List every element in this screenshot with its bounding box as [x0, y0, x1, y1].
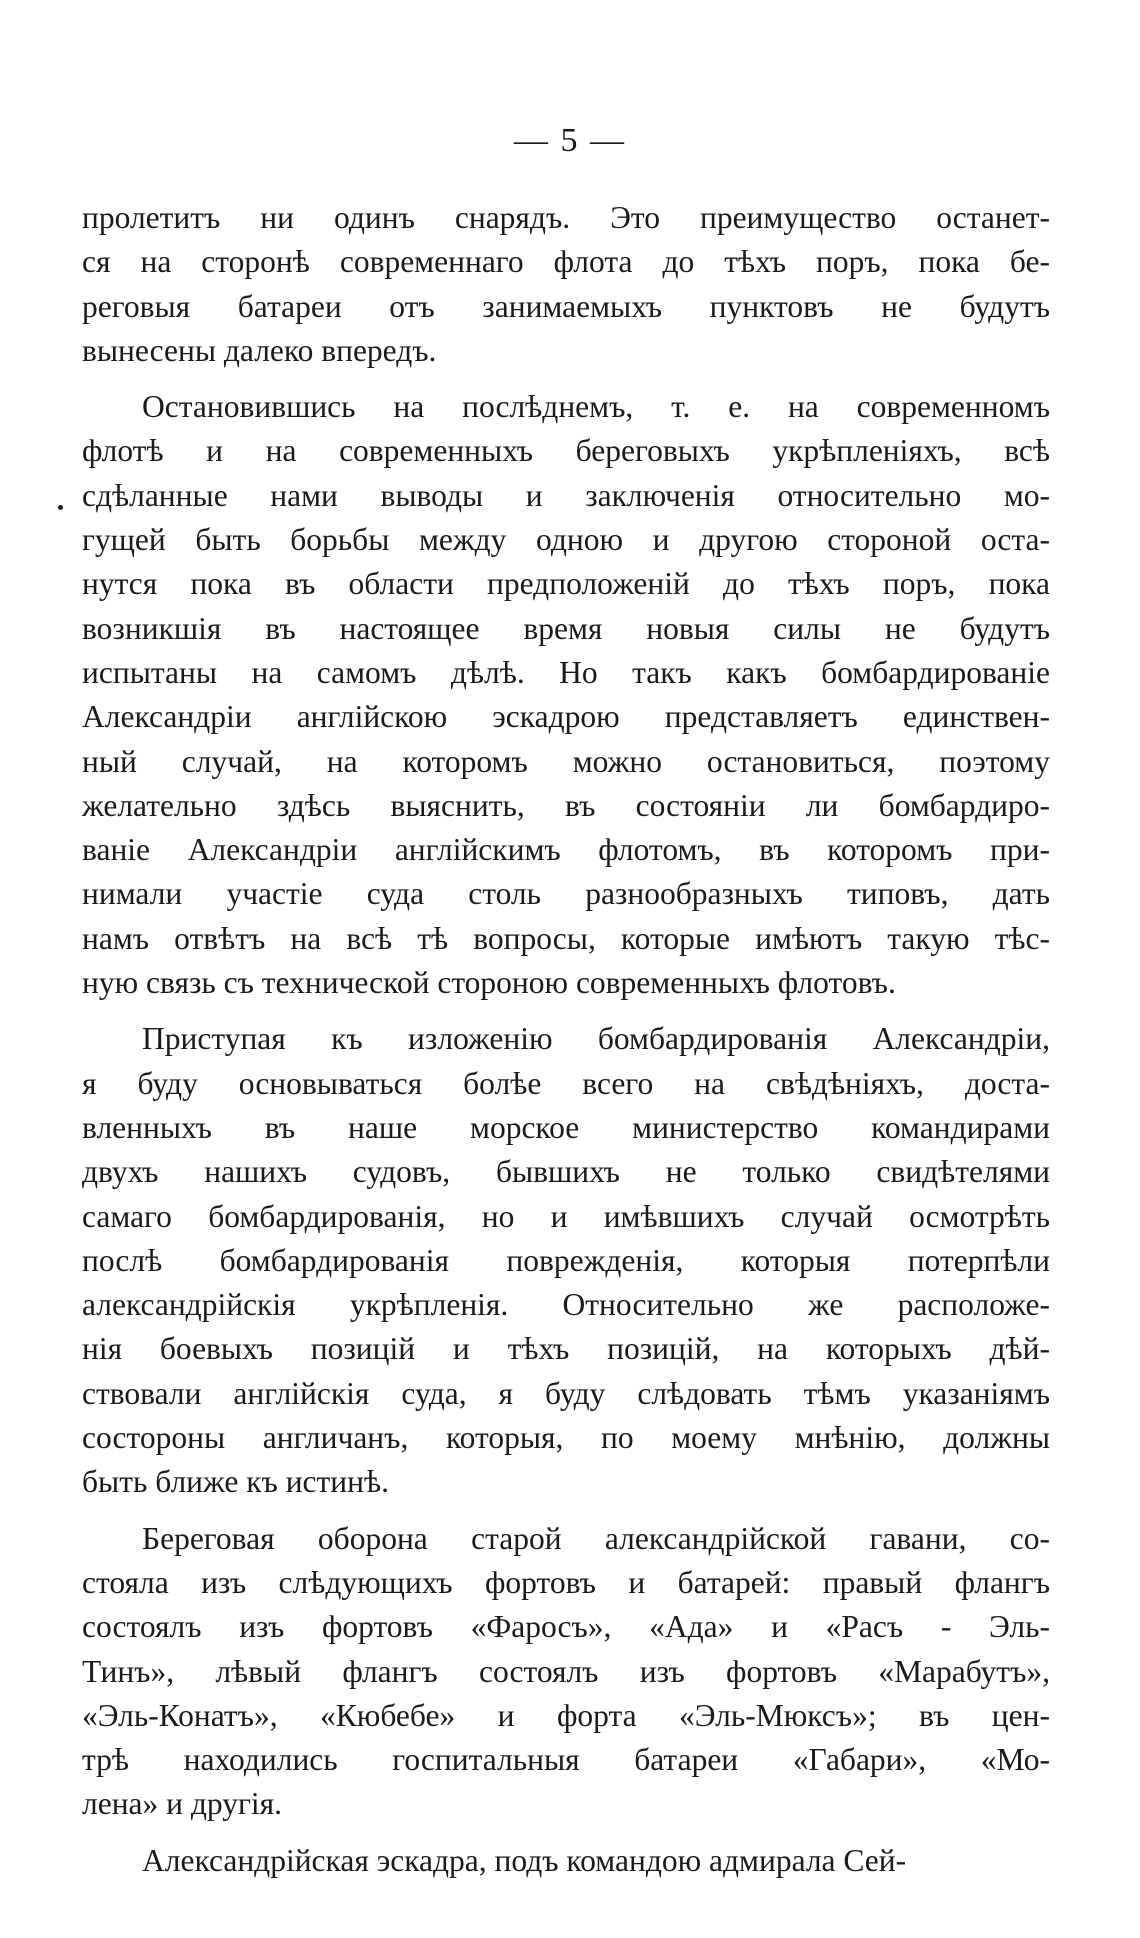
paragraph — [82, 196, 1050, 373]
text-line: двухъ нашихъ судовъ, бывшихъ не только свидѣтелями — [82, 1154, 1050, 1190]
text-line: Тинъ», лѣвый флангъ состоялъ изъ фортовъ «Марабутъ», — [82, 1653, 1050, 1689]
paragraph — [82, 385, 1050, 1005]
text-line: нутся пока въ области предположеній до тѣхъ поръ, пока — [82, 566, 1050, 602]
text-line: стояла изъ слѣдующихъ фортовъ и батарей: правый флангъ — [82, 1564, 1050, 1600]
paragraph — [82, 1839, 1050, 1883]
text-line: александрійскія укрѣпленія. Относительно же расположе- — [82, 1287, 1050, 1323]
text-line: Александріи англійскою эскадрою представляетъ единствен- — [82, 699, 1050, 735]
text-line: «Эль-Конатъ», «Кюбебе» и форта «Эль-Мюксъ»; въ цен- — [82, 1697, 1050, 1733]
text-line: испытаны на самомъ дѣлѣ. Но такъ какъ бомбардированіе — [82, 654, 1050, 690]
paragraph — [82, 1517, 1050, 1827]
text-line: возникшія въ настоящее время новыя силы не будутъ — [82, 610, 1050, 646]
text-line: состоялъ изъ фортовъ «Фаросъ», «Ада» и «Расъ - Эль- — [82, 1609, 1050, 1645]
margin-mark — [58, 505, 63, 510]
text-line: ную связь съ технической стороною современныхъ флотовъ. — [82, 965, 896, 1001]
text-line: вленныхъ въ наше морское министерство командирами — [82, 1109, 1050, 1145]
text-line: нимали участіе суда столь разнообразныхъ типовъ, дать — [82, 876, 1050, 912]
text-line: ный случай, на которомъ можно остановиться, поэтому — [82, 743, 1050, 779]
text-line: флотѣ и на современныхъ береговыхъ укрѣпленіяхъ, всѣ — [82, 433, 1050, 469]
paragraph-gap — [82, 1005, 1050, 1017]
text-line: ваніе Александріи англійскимъ флотомъ, въ которомъ при- — [82, 832, 1050, 868]
text-line: вынесены далеко впередъ. — [82, 332, 437, 368]
text-line: Приступая къ изложенію бомбардированія Александріи, — [142, 1021, 1050, 1057]
text-line: реговыя батареи отъ занимаемыхъ пунктовъ не будутъ — [82, 288, 1050, 324]
paragraph — [82, 1017, 1050, 1504]
text-line: Александрійская эскадра, подъ командою адмирала Сей- — [142, 1842, 907, 1878]
text-line: трѣ находились госпитальныя батареи «Габари», «Мо- — [82, 1742, 1050, 1778]
body-text — [82, 196, 1050, 1883]
text-line: лена» и другія. — [82, 1786, 283, 1822]
text-line: самаго бомбардированія, но и имѣвшихъ случай осмотрѣть — [82, 1198, 1050, 1234]
paragraph-gap — [82, 1505, 1050, 1517]
text-line: желательно здѣсь выяснить, въ состояніи ли бомбардиро- — [82, 787, 1050, 823]
paragraph-gap — [82, 373, 1050, 385]
text-line: Остановившись на послѣднемъ, т. е. на современномъ — [142, 389, 1050, 425]
paragraph-gap — [82, 1827, 1050, 1839]
text-line: я буду основываться болѣе всего на свѣдѣніяхъ, доста- — [82, 1065, 1050, 1101]
text-line: Береговая оборона старой александрійской гавани, со- — [142, 1520, 1050, 1556]
text-line: ствовали англійскія суда, я буду слѣдовать тѣмъ указаніямъ — [82, 1375, 1050, 1411]
text-line: намъ отвѣтъ на всѣ тѣ вопросы, которые имѣютъ такую тѣс- — [82, 920, 1050, 956]
text-line: ся на сторонѣ современнаго флота до тѣхъ поръ, пока бе- — [82, 244, 1050, 280]
text-line: послѣ бомбардированія поврежденія, которыя потерпѣли — [82, 1242, 1050, 1278]
text-line: сдѣланные нами выводы и заключенія относительно мо- — [82, 477, 1050, 513]
text-line: быть ближе къ истинѣ. — [82, 1464, 389, 1500]
text-line: пролетитъ ни одинъ снарядъ. Это преимущество останет- — [82, 200, 1050, 235]
text-line: нія боевыхъ позицій и тѣхъ позицій, на которыхъ дѣй- — [82, 1331, 1050, 1367]
text-line: состороны англичанъ, которыя, по моему мнѣнію, должны — [82, 1420, 1050, 1456]
text-line: гущей быть борьбы между одною и другою стороной оста- — [82, 522, 1050, 558]
page-number: — 5 — — [514, 122, 626, 159]
